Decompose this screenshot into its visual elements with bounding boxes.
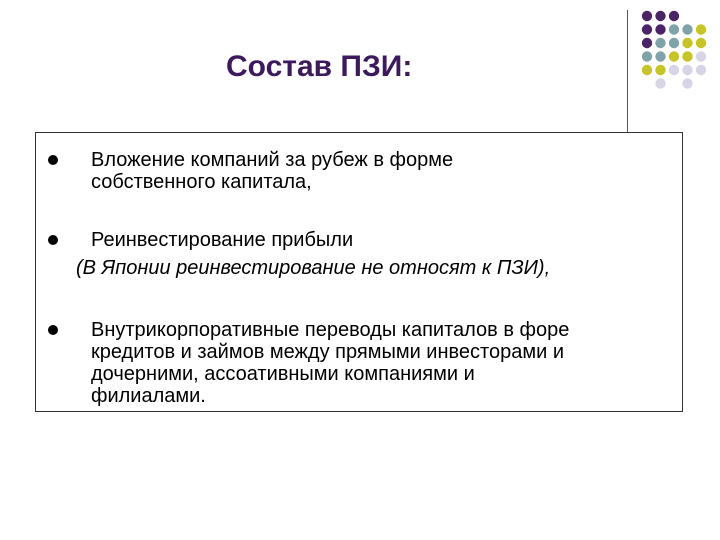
slide-title: Состав ПЗИ: — [226, 50, 413, 83]
decorative-dot — [682, 51, 692, 61]
decorative-dot-grid — [0, 0, 720, 130]
decorative-dot — [642, 38, 652, 48]
decorative-dot — [655, 51, 665, 61]
decorative-dot — [669, 51, 679, 61]
decorative-dot — [696, 38, 706, 48]
decorative-dot — [655, 11, 665, 21]
list-item-text: Вложение компаний за рубеж в форме собственного капитала, — [91, 149, 454, 193]
decorative-dot — [669, 11, 679, 21]
decorative-dot — [669, 38, 679, 48]
decorative-dot — [655, 24, 665, 34]
decorative-dot — [696, 65, 706, 75]
decorative-dot — [669, 24, 679, 34]
decorative-dot — [682, 65, 692, 75]
bullet-icon — [48, 155, 58, 165]
decorative-dot — [682, 78, 692, 88]
decorative-dot — [682, 24, 692, 34]
decorative-dot — [696, 24, 706, 34]
decorative-dot — [682, 38, 692, 48]
list-item-text: Реинвестирование прибыли — [91, 229, 354, 251]
bullet-icon — [48, 325, 58, 335]
decorative-dot — [642, 51, 652, 61]
decorative-dot — [696, 51, 706, 61]
decorative-dot — [642, 11, 652, 21]
decorative-dot — [642, 24, 652, 34]
bullet-icon — [48, 235, 58, 245]
list-item-text: Внутрикорпоративные переводы капиталов в форе кредитов и займов между прямыми инвесторами и дочерними, ассоативными компаниями и филиалами. — [91, 319, 570, 407]
decorative-dot — [655, 38, 665, 48]
content-box — [35, 132, 683, 412]
decorative-dot — [642, 65, 652, 75]
note-text: (В Японии реинвестирование не относят к ПЗИ), — [76, 257, 551, 279]
decorative-dot — [669, 65, 679, 75]
decorative-dot — [655, 78, 665, 88]
decorative-dot — [655, 65, 665, 75]
